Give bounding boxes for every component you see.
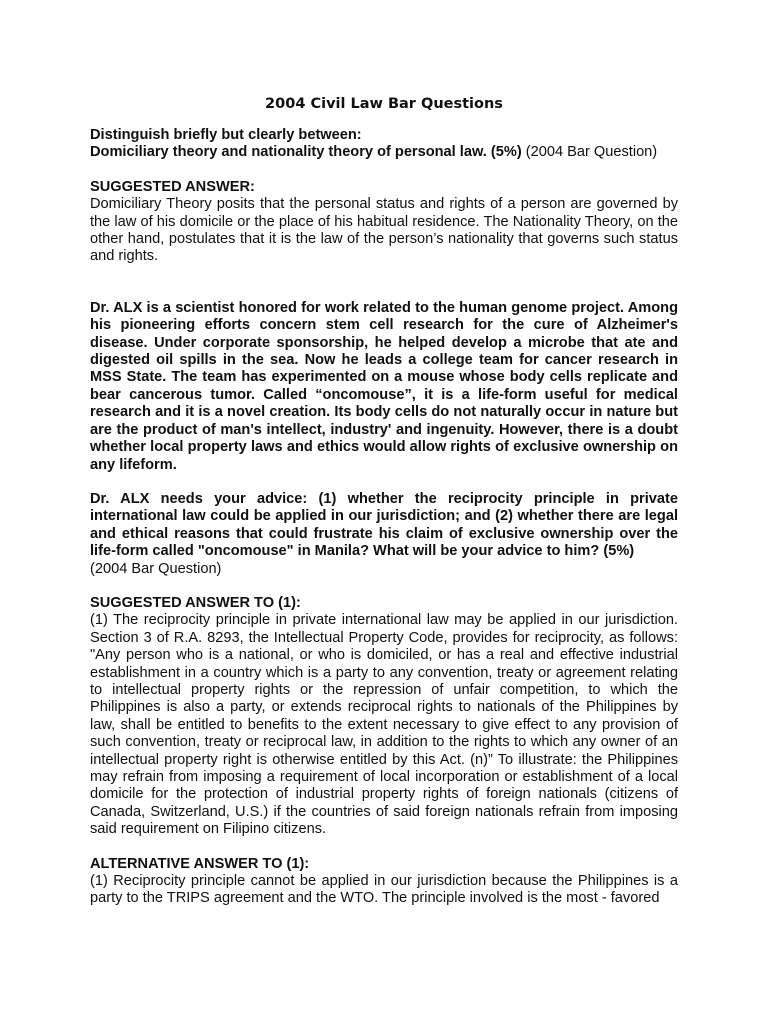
answer-3-text: (1) Reciprocity principle cannot be applied in our jurisdiction because the Philippines is a party to the TRIPS agreement and the WTO. The principle involved is the most - favored: [90, 873, 678, 907]
question-1-source: (2004 Bar Question): [521, 144, 658, 161]
question-2-prompt: Dr. ALX needs your advice: (1) whether the reciprocity principle in private international law could be applied in our jurisdiction; and (2) whether there are legal and ethical reasons that could frustrate his claim of exclusive ownership over the life-form called "oncomouse" in Manila? What will be your advice to him? (5%): [90, 490, 678, 560]
answer-3-heading: ALTERNATIVE ANSWER TO (1):: [90, 855, 310, 872]
answer-1-text: Domiciliary Theory posits that the personal status and rights of a person are governed by the law of his domicile or the place of his habitual residence. The Nationality Theory, on the other hand, postulates that it is the law of the person’s nationality that governs such status and rights.: [90, 196, 678, 265]
question-1-prompt: Distinguish briefly but clearly between:: [90, 127, 362, 143]
question-1-topic: [90, 144, 678, 161]
question-2-source: (2004 Bar Question): [90, 560, 222, 577]
question-1-topic-text: Domiciliary theory and nationality theory of personal law. (5%): [90, 144, 522, 161]
answer-1-heading: SUGGESTED ANSWER:: [90, 178, 255, 195]
answer-2-heading: SUGGESTED ANSWER TO (1):: [90, 594, 301, 611]
question-2-facts: Dr. ALX is a scientist honored for work related to the human genome project. Among his pioneering efforts concern stem cell research for the cure of Alzheimer's disease. Under corporate sponsorship, he helped develop a microbe that ate and digested oil spills in the sea. Now he leads a college team for cancer research in MSS State. The team has experimented on a mouse whose body cells replicate and bear cancerous tumor. Called “oncomouse”, it is a life-form useful for medical research and it is a novel creation. Its body cells do not naturally occur in nature but are the product of man's intellect, industry' and ingenuity. However, there is a doubt whether local property laws and ethics would allow rights of exclusive ownership on any lifeform.: [90, 299, 678, 473]
page-title: 2004 Civil Law Bar Questions: [265, 96, 503, 112]
answer-2-text: (1) The reciprocity principle in private international law may be applied in our jurisdiction. Section 3 of R.A. 8293, the Intellectual Property Code, provides for reciprocity, as follows: "Any person who is a national, or who is domiciled, or has a real and effective industrial establishment in a country which is a party to any convention, treaty or agreement relating to intellectual property rights or the repression of unfair competition, to which the Philippines is also a party, or extends reciprocal rights to nationals of the Philippines by law, shall be entitled to benefits to the extent necessary to give effect to any provision of such convention, treaty or reciprocal law, in addition to the rights to which any owner of an intellectual property right is otherwise entitled by this Act. (n)” To illustrate: the Philippines may refrain from imposing a requirement of local incorporation or establishment of a local domicile for the protection of industrial property rights of foreign nationals (citizens of Canada, Switzerland, U.S.) if the countries of said foreign nationals refrain from imposing said requirement on Filipino citizens.: [90, 612, 678, 838]
document-body: [90, 127, 678, 908]
